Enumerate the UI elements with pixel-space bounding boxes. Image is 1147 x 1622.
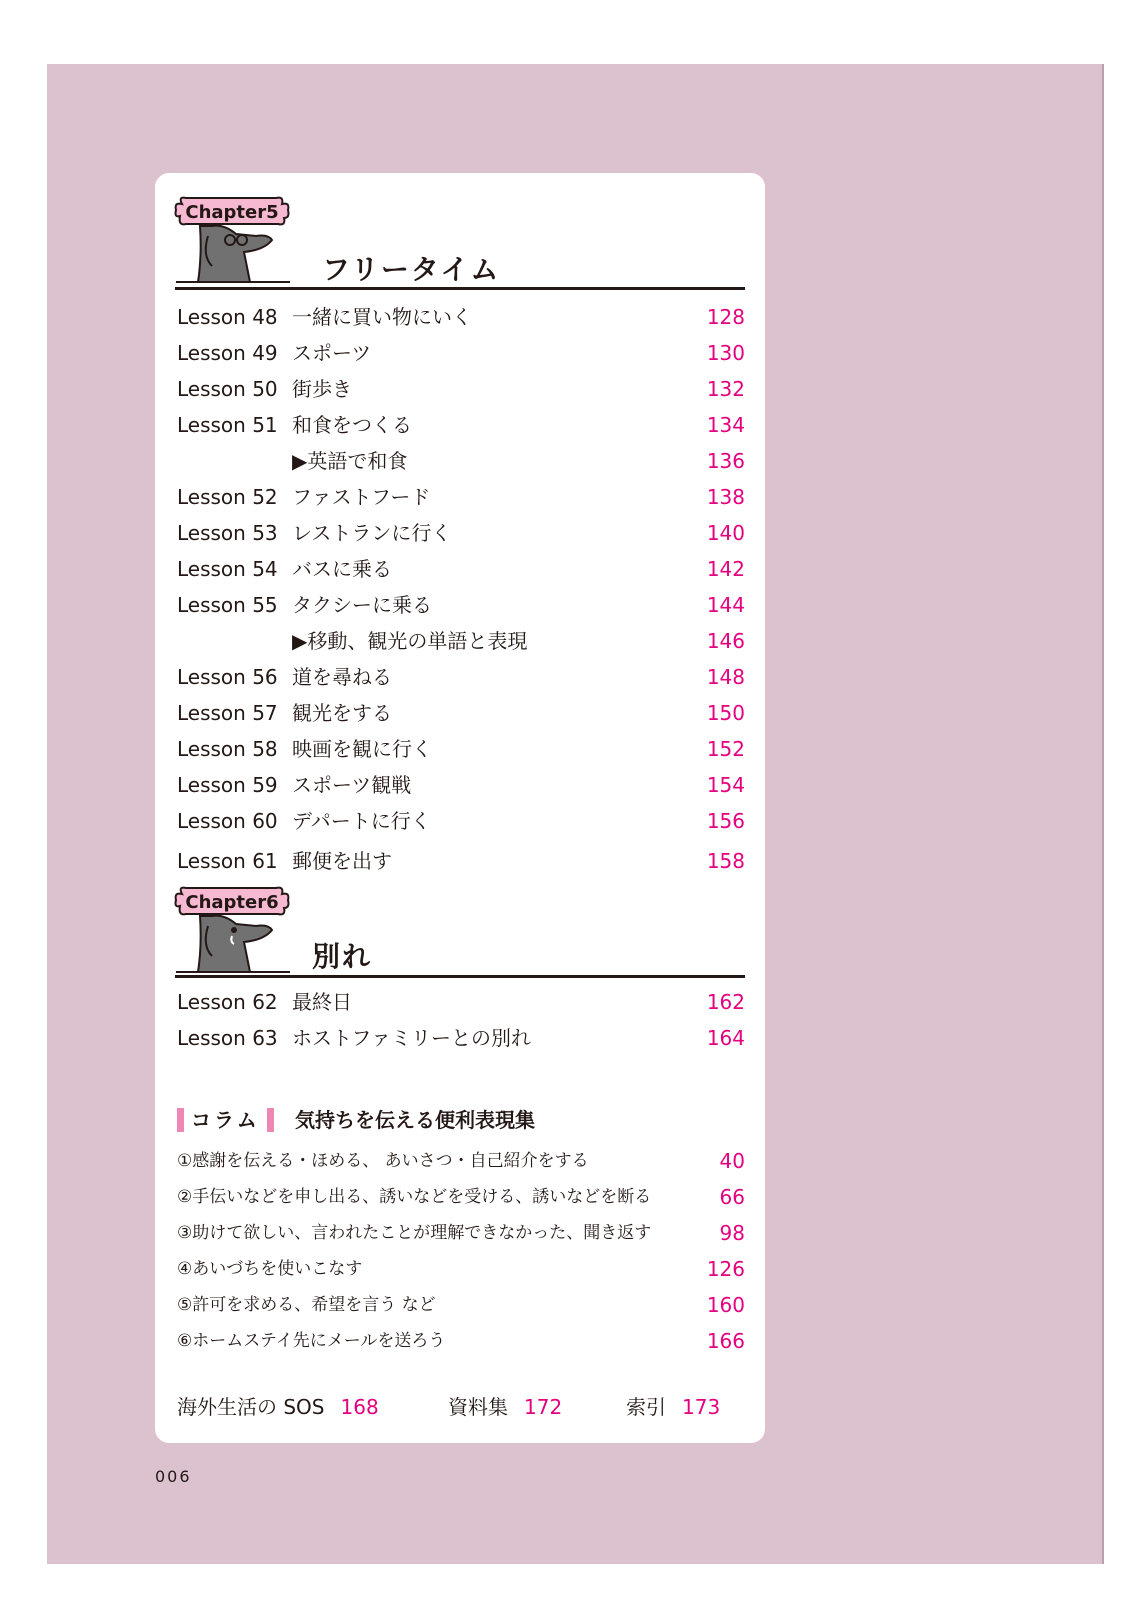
lesson-title: 郵便を出す	[292, 849, 392, 873]
page-number: 150	[706, 701, 745, 725]
toc-row[interactable]	[177, 986, 745, 1018]
lesson-number: Lesson 51	[177, 413, 278, 437]
lesson-title: 観光をする	[292, 701, 392, 725]
toc-row[interactable]	[177, 373, 745, 405]
lesson-number: Lesson 55	[177, 593, 278, 617]
lesson-title: ▶移動、観光の単語と表現	[292, 629, 528, 653]
toc-row[interactable]	[177, 769, 745, 801]
toc-row[interactable]	[177, 589, 745, 621]
column-item[interactable]	[177, 1145, 745, 1177]
column-item[interactable]	[177, 1217, 745, 1249]
toc-row[interactable]	[177, 805, 745, 837]
chapter5-badge-text: Chapter5	[185, 202, 279, 223]
lesson-title: レストランに行く	[292, 521, 452, 545]
toc-row[interactable]	[177, 301, 745, 333]
page-number: 172	[524, 1395, 563, 1419]
page-number: 138	[706, 485, 745, 509]
lesson-number: Lesson 57	[177, 701, 278, 725]
column-item-title: ⑥ホームステイ先にメールを送ろう	[177, 1331, 446, 1351]
lesson-number: Lesson 49	[177, 341, 278, 365]
lesson-number: Lesson 63	[177, 1026, 278, 1050]
bone-sign	[176, 198, 289, 225]
chapter5-rule	[175, 287, 745, 290]
chapter6-title: 別れ	[312, 940, 373, 973]
lesson-title: 最終日	[292, 990, 352, 1014]
page-number: 98	[719, 1221, 745, 1245]
toc-row[interactable]	[177, 661, 745, 693]
toc-row[interactable]	[177, 553, 745, 585]
page-number: 160	[706, 1293, 745, 1317]
page-number: 126	[706, 1257, 745, 1281]
toc-row[interactable]	[177, 517, 745, 549]
column-bar-left	[177, 1108, 184, 1132]
toc-row[interactable]	[177, 445, 745, 477]
page-number: 142	[706, 557, 745, 581]
page-edge	[1102, 64, 1104, 1564]
lesson-title: ホストファミリーとの別れ	[292, 1026, 531, 1050]
appendix-sos[interactable]	[177, 1392, 379, 1422]
lesson-number: Lesson 52	[177, 485, 278, 509]
lesson-number: Lesson 56	[177, 665, 278, 689]
page-number: 40	[719, 1149, 745, 1173]
lesson-number: Lesson 50	[177, 377, 278, 401]
lesson-number: Lesson 54	[177, 557, 278, 581]
lesson-title: スポーツ	[292, 341, 372, 365]
page-number: 173	[682, 1395, 721, 1419]
dog-illustration	[176, 916, 290, 972]
page-folio: 006	[155, 1467, 192, 1486]
dog-illustration	[176, 226, 290, 282]
page-number: 152	[706, 737, 745, 761]
toc-row[interactable]	[177, 845, 745, 877]
toc-row[interactable]	[177, 337, 745, 369]
page-number: 162	[706, 990, 745, 1014]
lesson-title: デパートに行く	[292, 809, 431, 833]
chapter6-badge-text: Chapter6	[185, 892, 279, 913]
lesson-title: 道を尋ねる	[292, 665, 392, 689]
toc-row[interactable]	[177, 409, 745, 441]
appendix-title: 資料集	[448, 1395, 508, 1419]
lesson-title: バスに乗る	[292, 557, 392, 581]
lesson-number: Lesson 62	[177, 990, 278, 1014]
page-number: 132	[706, 377, 745, 401]
column-item[interactable]	[177, 1325, 745, 1357]
page-number: 140	[706, 521, 745, 545]
chapter6-rule	[175, 975, 745, 978]
column-bar-right	[267, 1108, 274, 1132]
lesson-title: ▶英語で和食	[292, 449, 408, 473]
page-number: 168	[340, 1395, 379, 1419]
column-item-title: ③助けて欲しい、言われたことが理解できなかった、聞き返す	[177, 1223, 652, 1243]
lesson-title: ファストフード	[292, 485, 431, 509]
appendix-title: 索引	[626, 1395, 666, 1419]
page-number: 128	[706, 305, 745, 329]
page-number: 148	[706, 665, 745, 689]
column-item-title: ②手伝いなどを申し出る、誘いなどを受ける、誘いなどを断る	[177, 1187, 652, 1207]
lesson-number: Lesson 60	[177, 809, 278, 833]
lesson-number: Lesson 48	[177, 305, 278, 329]
appendix-title: 海外生活の SOS	[177, 1395, 325, 1419]
page-number: 156	[706, 809, 745, 833]
lesson-title: 街歩き	[292, 377, 352, 401]
column-label: コラム	[191, 1108, 260, 1132]
column-item[interactable]	[177, 1253, 745, 1285]
lesson-number: Lesson 53	[177, 521, 278, 545]
lesson-title: 映画を観に行く	[292, 737, 432, 761]
column-item-title: ⑤許可を求める、希望を言う など	[177, 1295, 436, 1315]
toc-row[interactable]	[177, 697, 745, 729]
page-number: 146	[706, 629, 745, 653]
page-number: 166	[706, 1329, 745, 1353]
appendix-materials[interactable]	[448, 1392, 562, 1422]
page-number: 154	[706, 773, 745, 797]
lesson-number: Lesson 58	[177, 737, 278, 761]
page-number: 164	[706, 1026, 745, 1050]
column-item[interactable]	[177, 1181, 745, 1213]
toc-row[interactable]	[177, 1022, 745, 1054]
column-item[interactable]	[177, 1289, 745, 1321]
page-number: 134	[706, 413, 745, 437]
page-number: 136	[706, 449, 745, 473]
chapter6-badge-illustration	[172, 886, 292, 978]
lesson-title: タクシーに乗る	[292, 593, 432, 617]
page-number: 130	[706, 341, 745, 365]
lesson-title: スポーツ観戦	[292, 773, 412, 797]
lesson-title: 和食をつくる	[292, 413, 412, 437]
lesson-number: Lesson 61	[177, 849, 278, 873]
toc-row[interactable]	[177, 625, 745, 657]
bone-sign	[176, 888, 289, 915]
column-item-title: ④あいづちを使いこなす	[177, 1259, 363, 1279]
appendix-index[interactable]	[626, 1392, 720, 1422]
column-title: 気持ちを伝える便利表現集	[295, 1108, 535, 1132]
page-number: 66	[719, 1185, 745, 1209]
page-number: 158	[706, 849, 745, 873]
chapter5-title: フリータイム	[322, 253, 501, 286]
lesson-number: Lesson 59	[177, 773, 278, 797]
column-item-title: ①感謝を伝える・ほめる、 あいさつ・自己紹介をする	[177, 1151, 589, 1171]
lesson-title: 一緒に買い物にいく	[292, 305, 472, 329]
toc-row[interactable]	[177, 733, 745, 765]
toc-row[interactable]	[177, 481, 745, 513]
page-number: 144	[706, 593, 745, 617]
chapter5-badge-illustration	[172, 196, 292, 288]
